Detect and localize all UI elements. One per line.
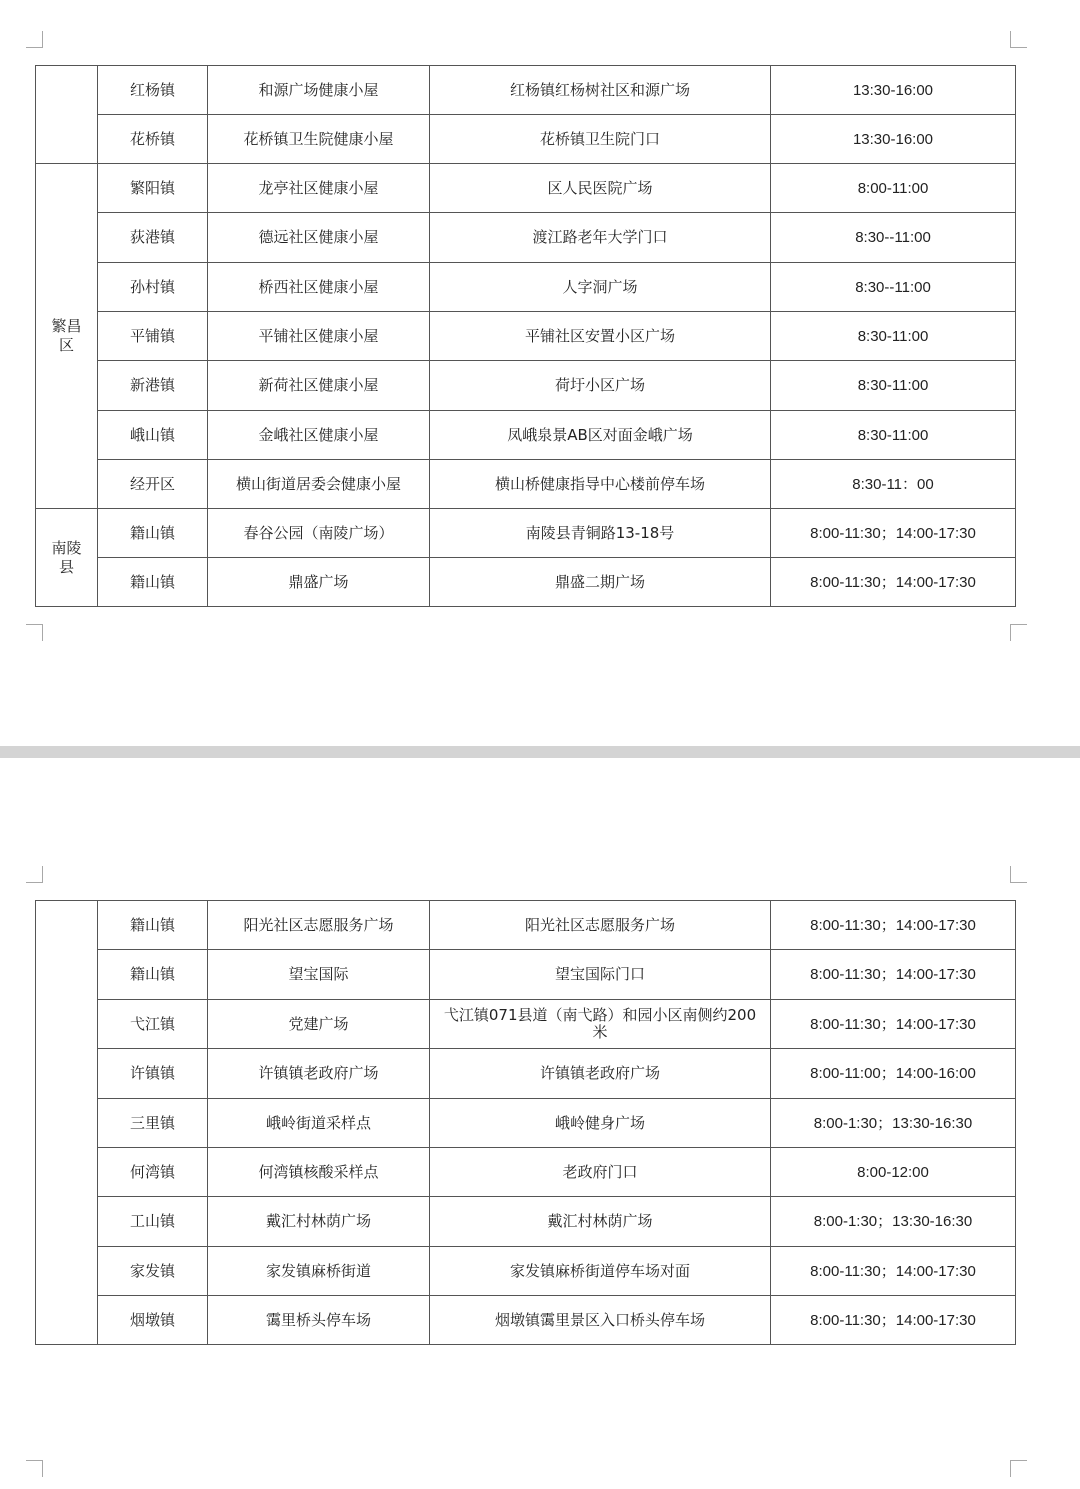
address-cell: 平铺社区安置小区广场 <box>430 312 771 361</box>
town-cell: 三里镇 <box>98 1099 208 1148</box>
table-row <box>36 460 1016 509</box>
page-corner-mark <box>26 1460 43 1477</box>
address-cell: 荷圩小区广场 <box>430 361 771 411</box>
town-cell: 工山镇 <box>98 1197 208 1247</box>
town-cell: 繁阳镇 <box>98 164 208 213</box>
time-cell: 8:00-11:30；14:00-17:30 <box>771 1000 1016 1049</box>
table-row <box>36 901 1016 950</box>
town-cell: 经开区 <box>98 460 208 509</box>
table-row <box>36 164 1016 213</box>
town-cell: 孙村镇 <box>98 263 208 312</box>
time-cell: 8:00-12:00 <box>771 1148 1016 1197</box>
time-cell: 8:00-11:30；14:00-17:30 <box>771 1247 1016 1296</box>
page-corner-mark <box>1010 866 1027 883</box>
table-row <box>36 312 1016 361</box>
table-row <box>36 1000 1016 1049</box>
town-cell: 烟墩镇 <box>98 1296 208 1345</box>
point-cell: 许镇镇老政府广场 <box>208 1049 430 1099</box>
time-cell: 8:00-1:30；13:30-16:30 <box>771 1099 1016 1148</box>
table-row <box>36 1197 1016 1247</box>
time-cell: 8:00-11:30；14:00-17:30 <box>771 950 1016 1000</box>
time-cell: 8:00-11:30；14:00-17:30 <box>771 901 1016 950</box>
town-cell: 花桥镇 <box>98 115 208 164</box>
point-cell: 花桥镇卫生院健康小屋 <box>208 115 430 164</box>
table-row <box>36 361 1016 411</box>
time-cell: 8:30--11:00 <box>771 263 1016 312</box>
point-cell: 横山街道居委会健康小屋 <box>208 460 430 509</box>
address-cell: 花桥镇卫生院门口 <box>430 115 771 164</box>
point-cell: 阳光社区志愿服务广场 <box>208 901 430 950</box>
table-row <box>36 213 1016 263</box>
point-cell: 何湾镇核酸采样点 <box>208 1148 430 1197</box>
time-cell: 8:30-11:00 <box>771 411 1016 460</box>
address-cell: 区人民医院广场 <box>430 164 771 213</box>
town-cell: 何湾镇 <box>98 1148 208 1197</box>
point-cell: 德远社区健康小屋 <box>208 213 430 263</box>
point-cell: 桥西社区健康小屋 <box>208 263 430 312</box>
time-cell: 8:00-11:00 <box>771 164 1016 213</box>
table-row <box>36 115 1016 164</box>
page-corner-mark <box>1010 624 1027 641</box>
address-cell: 渡江路老年大学门口 <box>430 213 771 263</box>
address-cell: 老政府门口 <box>430 1148 771 1197</box>
time-cell: 8:30-11:00 <box>771 361 1016 411</box>
address-cell: 红杨镇红杨树社区和源广场 <box>430 66 771 115</box>
table-row <box>36 558 1016 607</box>
district-cell <box>36 66 98 164</box>
time-cell: 13:30-16:00 <box>771 66 1016 115</box>
address-cell: 望宝国际门口 <box>430 950 771 1000</box>
page-separator <box>0 746 1080 758</box>
point-cell: 戴汇村林荫广场 <box>208 1197 430 1247</box>
address-cell: 凤峨泉景AB区对面金峨广场 <box>430 411 771 460</box>
address-cell: 许镇镇老政府广场 <box>430 1049 771 1099</box>
town-cell: 家发镇 <box>98 1247 208 1296</box>
point-cell: 龙亭社区健康小屋 <box>208 164 430 213</box>
town-cell: 籍山镇 <box>98 901 208 950</box>
schedule-table-page-2 <box>35 900 1016 1345</box>
town-cell: 籍山镇 <box>98 950 208 1000</box>
address-cell: 阳光社区志愿服务广场 <box>430 901 771 950</box>
schedule-table-page-1 <box>35 65 1016 607</box>
district-cell: 繁昌区 <box>36 164 98 509</box>
address-cell: 家发镇麻桥街道停车场对面 <box>430 1247 771 1296</box>
town-cell: 荻港镇 <box>98 213 208 263</box>
town-cell: 平铺镇 <box>98 312 208 361</box>
town-cell: 许镇镇 <box>98 1049 208 1099</box>
point-cell: 金峨社区健康小屋 <box>208 411 430 460</box>
district-cell <box>36 901 98 1345</box>
point-cell: 平铺社区健康小屋 <box>208 312 430 361</box>
table-row <box>36 263 1016 312</box>
town-cell: 新港镇 <box>98 361 208 411</box>
point-cell: 党建广场 <box>208 1000 430 1049</box>
table-row <box>36 1148 1016 1197</box>
time-cell: 8:00-11:30；14:00-17:30 <box>771 509 1016 558</box>
page-corner-mark <box>1010 1460 1027 1477</box>
table-row <box>36 950 1016 1000</box>
address-cell: 峨岭健身广场 <box>430 1099 771 1148</box>
address-cell: 烟墩镇霭里景区入口桥头停车场 <box>430 1296 771 1345</box>
time-cell: 8:00-11:30；14:00-17:30 <box>771 558 1016 607</box>
page-corner-mark <box>26 866 43 883</box>
point-cell: 鼎盛广场 <box>208 558 430 607</box>
table-row <box>36 1296 1016 1345</box>
address-cell: 戴汇村林荫广场 <box>430 1197 771 1247</box>
address-cell: 南陵县青铜路13-18号 <box>430 509 771 558</box>
page-corner-mark <box>26 31 43 48</box>
document-page-2 <box>0 758 1080 1489</box>
page-corner-mark <box>26 624 43 641</box>
table-row <box>36 509 1016 558</box>
address-cell: 人字洞广场 <box>430 263 771 312</box>
point-cell: 峨岭街道采样点 <box>208 1099 430 1148</box>
town-cell: 峨山镇 <box>98 411 208 460</box>
time-cell: 8:30-11：00 <box>771 460 1016 509</box>
table-row <box>36 1049 1016 1099</box>
time-cell: 8:00-1:30；13:30-16:30 <box>771 1197 1016 1247</box>
table-row <box>36 1247 1016 1296</box>
address-cell: 横山桥健康指导中心楼前停车场 <box>430 460 771 509</box>
table-row <box>36 411 1016 460</box>
address-cell: 弋江镇071县道（南弋路）和园小区南侧约200米 <box>430 1000 771 1049</box>
table-row <box>36 1099 1016 1148</box>
town-cell: 籍山镇 <box>98 509 208 558</box>
town-cell: 红杨镇 <box>98 66 208 115</box>
point-cell: 家发镇麻桥街道 <box>208 1247 430 1296</box>
district-cell: 南陵县 <box>36 509 98 607</box>
time-cell: 8:30-11:00 <box>771 312 1016 361</box>
point-cell: 新荷社区健康小屋 <box>208 361 430 411</box>
time-cell: 8:30--11:00 <box>771 213 1016 263</box>
time-cell: 8:00-11:30；14:00-17:30 <box>771 1296 1016 1345</box>
town-cell: 籍山镇 <box>98 558 208 607</box>
point-cell: 和源广场健康小屋 <box>208 66 430 115</box>
address-cell: 鼎盛二期广场 <box>430 558 771 607</box>
point-cell: 春谷公园（南陵广场） <box>208 509 430 558</box>
page-corner-mark <box>1010 31 1027 48</box>
point-cell: 霭里桥头停车场 <box>208 1296 430 1345</box>
time-cell: 8:00-11:00；14:00-16:00 <box>771 1049 1016 1099</box>
point-cell: 望宝国际 <box>208 950 430 1000</box>
town-cell: 弋江镇 <box>98 1000 208 1049</box>
table-row <box>36 66 1016 115</box>
time-cell: 13:30-16:00 <box>771 115 1016 164</box>
